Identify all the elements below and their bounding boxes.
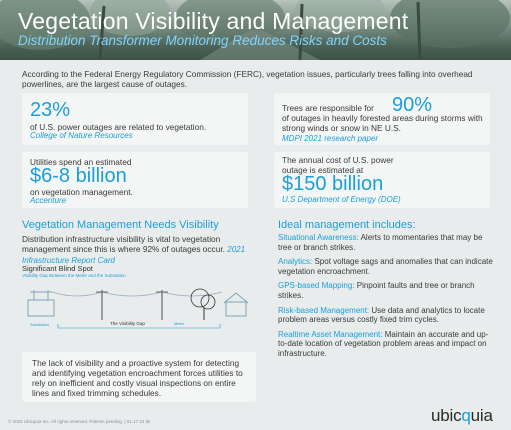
diagram-title: Significant Blind Spot [22,264,93,273]
utility-pole-icon [96,290,168,320]
page-title: Vegetation Visibility and Management [18,8,409,34]
visibility-gap-diagram [22,280,256,336]
copyright-footer: © 2024 Ubicquia Inc. All rights reserved. Patents pending. | 01.17.24 IB [8,419,150,424]
stat-lead-spend: Utilities spend an estimated [30,157,132,167]
ubicquia-logo: ubicquia [431,406,493,425]
diagram-subtitle: Visibility Gap Between the Meter and the Substation [22,273,126,278]
stat-value-trees: 90% [392,94,433,116]
stat-lead-trees: Trees are responsible for [282,103,374,113]
list-item: Analytics: Spot voltage sags and anomalies that can indicate vegetation encroachment. [278,257,493,276]
stat-lead-cost: The annual cost of U.S. power outage is estimated at [282,155,394,175]
intro-paragraph: According to the Federal Energy Regulatory Commission (FERC), vegetation issues, particularly trees falling into overhead powerlines, are the largest cause of outages. [22,69,473,89]
label-visibility-gap: The Visibility Gap [110,321,145,326]
stat-cite-trees: MDPI 2021 research paper [282,134,379,143]
stat-card-trees [274,93,490,145]
lack-visibility-card [22,352,256,402]
list-item: Realtime Asset Management: Maintain an accurate and up-to-date location of vegetation problem areas and impact on infrastructure. [278,329,489,358]
stat-text-trees: of outages in heavily forested areas during storms with strong winds or snow in NE U.S. [282,113,483,133]
list-item: Situational Awareness: Alerts to momentaries that may be tree or branch strikes. [278,233,483,252]
label-meter: Meter [174,321,185,326]
visibility-text: Distribution infrastructure visibility is vital to vegetation management since this is where 92% of outages occur. [22,234,225,254]
substation-icon [28,290,54,316]
stat-cite-cost: U.S Department of Energy (DOE) [282,195,401,204]
visibility-heading: Vegetation Management Needs Visibility [22,219,219,231]
stat-card-cost [274,152,490,208]
tree-icon [191,289,215,320]
stat-card-outages [22,93,248,145]
stat-card-spend [22,152,248,208]
list-item: GPS-based Mapping: Pinpoint faults and tree or branch strikes. [278,281,475,300]
stat-value-spend: $6-8 billion [30,165,127,187]
hero-banner [0,0,511,60]
ideal-heading: Ideal management includes: [278,219,416,231]
ideal-list [278,233,496,364]
house-icon [224,293,248,316]
stat-cite-outages: College of Nature Resources [30,131,133,140]
visibility-paragraph [22,234,256,266]
stat-cite-spend: Accenture [30,196,67,205]
stat-text-outages: of U.S. power outages are related to vegetation. [30,122,207,132]
stat-value-cost: $150 billion [282,173,384,195]
visibility-cite: 2021 Infrastructure Report Card [22,245,246,265]
list-item: Risk-based Management: Use data and analytics to locate problem areas versus costly fixed trim cycles. [278,305,485,325]
label-substation: Substation [30,322,49,327]
stat-text-spend: on vegetation management. [30,187,133,197]
lack-visibility-text: The lack of visibility and a proactive system for detecting and identifying vegetation encroachment forces utilities to rely on inefficient and costly visual inspections on entire lines and fixed trimming schedules. [32,358,243,398]
stat-value-outages: 23% [30,99,71,121]
page-subtitle: Distribution Transformer Monitoring Reduces Risks and Costs [18,33,387,48]
